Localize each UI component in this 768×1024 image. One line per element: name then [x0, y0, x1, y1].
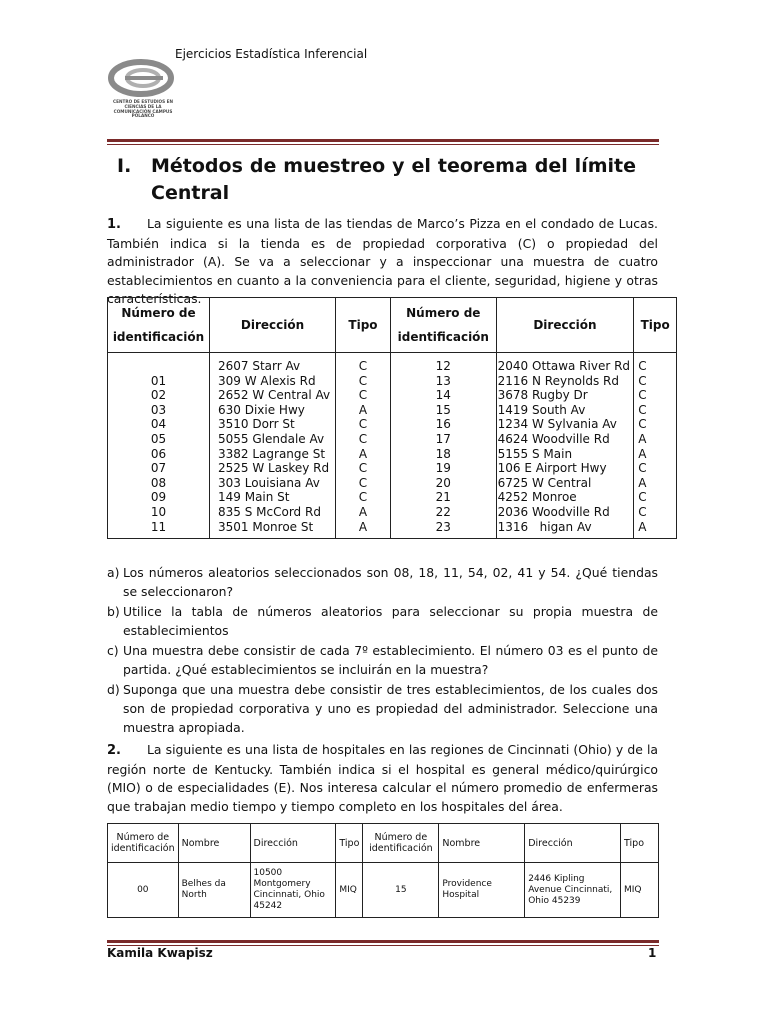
store-tipo: C [358, 475, 368, 490]
store-tipo: C [638, 490, 647, 505]
store-tipo: C [358, 431, 368, 446]
store-tipo: C [638, 359, 647, 373]
header-direccion-left: Dirección [210, 298, 336, 353]
store-id: 13 [435, 373, 451, 388]
store-tipo: A [358, 402, 368, 417]
store-tipo: A [358, 504, 368, 519]
store-id: 09 [150, 490, 167, 505]
store-id: 19 [435, 461, 451, 476]
store-id: 03 [150, 402, 167, 417]
store-tipo: C [638, 504, 647, 519]
list-item [107, 680, 658, 737]
store-address: 2036 Woodville Rd [497, 504, 610, 519]
hospital-name: Belhes da North [178, 863, 250, 918]
store-address: 6725 W Central [497, 475, 592, 490]
header-direccion-right: Dirección [525, 824, 621, 863]
store-id: 21 [435, 490, 451, 505]
store-id: 01 [150, 373, 167, 388]
right-tipos-cell [634, 353, 677, 539]
store-address: 2040 Ottawa River Rd [497, 359, 631, 373]
exercise-2-text: La siguiente es una lista de hospitales en las regiones de Cincinnati (Ohio) y de la región norte de Kentucky. También indica si el hospital es general médico/quirúrgico (MIO) o de especialidades (E). Nos interesa calcular el número promedio de enfermeras que trabajan medio tiempo y tiempo completo en los hospitales del área. [107, 742, 658, 814]
store-id: 02 [150, 388, 167, 403]
store-tipo: C [358, 359, 368, 373]
store-tipo: A [358, 446, 368, 461]
question-label: b) [107, 604, 120, 619]
store-address: 2607 Starr Av [218, 359, 301, 373]
store-tipo: C [358, 417, 368, 432]
hospital-address: 10500 Montgomery Cincinnati, Ohio 45242 [250, 863, 336, 918]
right-ids-cell [390, 353, 496, 539]
store-address: 630 Dixie Hwy [218, 402, 305, 417]
header-direccion-right: Dirección [496, 298, 634, 353]
store-address: 303 Louisiana Av [218, 475, 320, 490]
store-tipo: C [638, 417, 647, 432]
store-tipo: C [638, 402, 647, 417]
store-tipo: A [358, 519, 368, 534]
store-id: 18 [435, 446, 451, 461]
left-addresses-cell [210, 353, 336, 539]
store-id: 11 [150, 519, 167, 534]
exercise-1-number: 1. [107, 217, 121, 232]
store-address: 4252 Monroe [497, 490, 577, 505]
store-id: 16 [435, 417, 451, 432]
header-id-left: Número de identificación [108, 824, 179, 863]
header-tipo-left: Tipo [336, 824, 363, 863]
store-tipo: C [638, 461, 647, 476]
store-address: 3678 Rugby Dr [497, 388, 588, 403]
hospital-tipo: MIQ [621, 863, 659, 918]
store-id: 22 [435, 504, 451, 519]
question-text: Utilice la tabla de números aleatorios para seleccionar su propia muestra de establecimientos [123, 604, 658, 638]
section-number: I. [117, 155, 132, 177]
store-id: 10 [150, 504, 167, 519]
store-id: 15 [435, 402, 451, 417]
list-item [107, 641, 658, 679]
store-id: 12 [435, 359, 451, 373]
store-id: 06 [150, 446, 167, 461]
table-header-row [108, 298, 677, 353]
question-text: Los números aleatorios seleccionados son 08, 18, 11, 54, 02, 41 y 54. ¿Qué tiendas se seleccionaron? [123, 565, 658, 599]
hospital-tipo: MIQ [336, 863, 363, 918]
store-id: 14 [435, 388, 451, 403]
store-address: 3510 Dorr St [218, 417, 295, 432]
list-item [107, 602, 658, 640]
store-tipo: C [358, 373, 368, 388]
store-address: 149 Main St [218, 490, 290, 505]
table-row [108, 863, 659, 918]
store-id: 05 [150, 431, 167, 446]
logo-caption: CENTRO DE ESTUDIOS EN CIENCIAS DE LA COMUNICACIÓN CAMPUS POLANCO [113, 99, 173, 119]
store-tipo: C [638, 373, 647, 388]
header-nombre-right: Nombre [439, 824, 525, 863]
section-title: Métodos de muestreo y el teorema del límite Central [151, 155, 636, 204]
header-direccion-left: Dirección [250, 824, 336, 863]
hospital-id: 15 [363, 863, 439, 918]
hospital-id: 00 [108, 863, 179, 918]
table-header-row [108, 824, 659, 863]
store-address: 106 E Airport Hwy [497, 461, 607, 476]
store-id: 17 [435, 431, 451, 446]
header-tipo-left: Tipo [336, 298, 391, 353]
question-label: d) [107, 682, 120, 697]
store-address: 1234 W Sylvania Av [497, 417, 617, 432]
store-tipo: A [638, 431, 647, 446]
hospital-name: Providence Hospital [439, 863, 525, 918]
exercise-2-paragraph [107, 741, 658, 816]
store-id: 07 [150, 461, 167, 476]
store-tipo: A [638, 446, 647, 461]
store-address: 5155 S Main [497, 446, 573, 461]
store-address: 2525 W Laskey Rd [218, 461, 330, 476]
store-tipo: C [638, 388, 647, 403]
question-text: Suponga que una muestra debe consistir de tres establecimientos, de los cuales dos son de propiedad corporativa y uno es propiedad del administrador. Seleccione una muestra apropiada. [123, 682, 658, 735]
header-rule [107, 139, 659, 145]
store-tipo: C [358, 461, 368, 476]
store-address: 1316 higan Av [497, 519, 592, 534]
store-id: 04 [150, 417, 167, 432]
header-nombre-left: Nombre [178, 824, 250, 863]
footer-author: Kamila Kwapisz [107, 946, 213, 960]
exercise-1-text: La siguiente es una lista de las tiendas de Marco’s Pizza en el condado de Lucas. También indica si la tienda es de propiedad corporativa (C) o propiedad del administrador (A). Se va a seleccionar y a inspeccionar una muestra de cuatro establecimientos en cuanto a la conveniencia para el cliente, seguridad, higiene y otras características. [107, 216, 658, 306]
hospital-address: 2446 Kipling Avenue Cincinnati, Ohio 45239 [525, 863, 621, 918]
store-address: 1419 South Av [497, 402, 586, 417]
store-id: 23 [435, 519, 451, 534]
right-addresses-cell [496, 353, 634, 539]
header-id-left: Número de identificación [108, 298, 210, 353]
exercise-1-paragraph [107, 215, 658, 309]
questions-list [107, 563, 658, 738]
store-address: 835 S McCord Rd [218, 504, 321, 519]
store-tipo: A [638, 475, 647, 490]
left-ids-cell [108, 353, 210, 539]
store-address: 309 W Alexis Rd [218, 373, 316, 388]
hospitals-table [107, 823, 659, 918]
header-id-right: Número de identificación [363, 824, 439, 863]
store-address: 5055 Glendale Av [218, 431, 325, 446]
page-number: 1 [648, 946, 657, 960]
store-address: 3382 Lagrange St [218, 446, 326, 461]
exercise-2-number: 2. [107, 743, 121, 758]
pizza-stores-table [107, 297, 677, 539]
store-tipo: A [638, 519, 647, 534]
store-address: 2116 N Reynolds Rd [497, 373, 619, 388]
store-address: 4624 Woodville Rd [497, 431, 610, 446]
store-tipo: C [358, 388, 368, 403]
question-label: a) [107, 565, 120, 580]
store-id: 08 [150, 475, 167, 490]
document-header-title: Ejercicios Estadística Inferencial [175, 47, 368, 61]
table-row [108, 353, 677, 539]
list-item [107, 563, 658, 601]
question-text: Una muestra debe consistir de cada 7º establecimiento. El número 03 es el punto de partida. ¿Qué establecimientos se incluirán en la muestra? [123, 643, 658, 677]
question-label: c) [107, 643, 119, 658]
store-address: 3501 Monroe St [218, 519, 314, 534]
left-tipos-cell [336, 353, 391, 539]
store-id: 20 [435, 475, 451, 490]
header-tipo-right: Tipo [634, 298, 677, 353]
store-address: 2652 W Central Av [218, 388, 331, 403]
header-id-right: Número de identificación [390, 298, 496, 353]
store-tipo: C [358, 490, 368, 505]
header-tipo-right: Tipo [621, 824, 659, 863]
